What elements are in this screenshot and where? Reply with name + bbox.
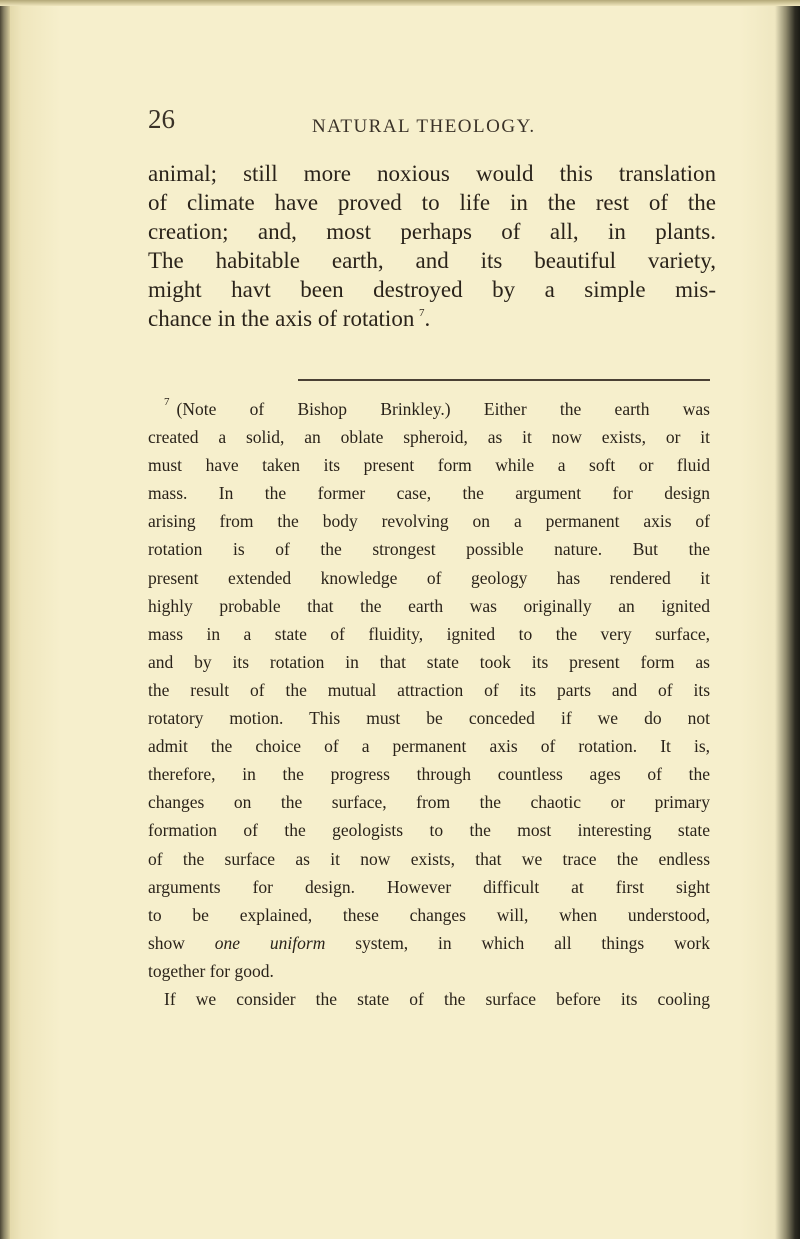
footnote-line: arguments for design. However difficult at first sight [148, 876, 710, 897]
footnote-reference: 7 [418, 307, 425, 319]
footnote-line: of the surface as it now exists, that we trace the endless [148, 848, 710, 869]
footnote-line: admit the choice of a permanent axis of rotation. It is, [148, 736, 710, 757]
text-line-punctuation: . [424, 306, 431, 331]
binding-edge [0, 0, 10, 1239]
running-head [148, 104, 708, 140]
text-line: might havt been destroyed by a simple mis- [148, 277, 716, 302]
footnote-line [148, 395, 710, 423]
italic-phrase: one uniform [214, 932, 326, 953]
footnote-line: together for good. [148, 960, 274, 981]
footnote-line: highly probable that the earth was originally an ignited [148, 595, 710, 616]
footnote-line: formation of the geologists to the most interesting state [148, 820, 710, 841]
running-title: NATURAL THEOLOGY. [312, 116, 536, 137]
footnote-line: to be explained, these changes will, when understood, [148, 904, 710, 925]
footnote-line: and by its rotation in that state took its present form as [148, 651, 710, 672]
footnote-line: rotatory motion. This must be conceded if we do not [148, 708, 710, 729]
footnote-line: arising from the body revolving on a permanent axis of [148, 511, 710, 532]
top-page-edge [0, 0, 800, 6]
text-line [148, 304, 716, 333]
footnote-line [148, 929, 710, 957]
footnote-block [148, 395, 710, 1013]
text-line: The habitable earth, and its beautiful variety, [148, 248, 716, 273]
text-line: creation; and, most perhaps of all, in plants. [148, 219, 716, 244]
footnote-marker: 7 [164, 396, 170, 408]
footnote-line-content: system, in which all things work [355, 932, 711, 953]
footnote-line: created a solid, an oblate spheroid, as it now exists, or it [148, 427, 710, 448]
footnote-line: rotation is of the strongest possible nature. But the [148, 539, 710, 560]
footnote-line: changes on the surface, from the chaotic or primary [148, 792, 710, 813]
text-line: animal; still more noxious would this translation [148, 161, 716, 186]
text-line: of climate have proved to life in the rest of the [148, 190, 716, 215]
footnote-line: mass. In the former case, the argument for design [148, 483, 710, 504]
footnote-line: present extended knowledge of geology has rendered it [148, 567, 710, 588]
footnote-line: therefore, in the progress through countless ages of the [148, 764, 710, 785]
footnote-line: the result of the mutual attraction of its parts and of its [148, 679, 710, 700]
footnote-line: mass in a state of fluidity, ignited to the very surface, [148, 623, 710, 644]
footnote-line-content: show [148, 932, 185, 953]
main-text-block [148, 159, 716, 333]
footnote-line: must have taken its present form while a soft or fluid [148, 455, 710, 476]
text-line-content: chance in the axis of rotation [148, 306, 415, 331]
footnote-line-content: (Note of Bishop Brinkley.) Either the earth was [176, 399, 710, 419]
footnote-rule [298, 379, 710, 381]
page-number: 26 [148, 104, 175, 134]
footnote-line: If we consider the state of the surface before its cooling [164, 988, 710, 1009]
